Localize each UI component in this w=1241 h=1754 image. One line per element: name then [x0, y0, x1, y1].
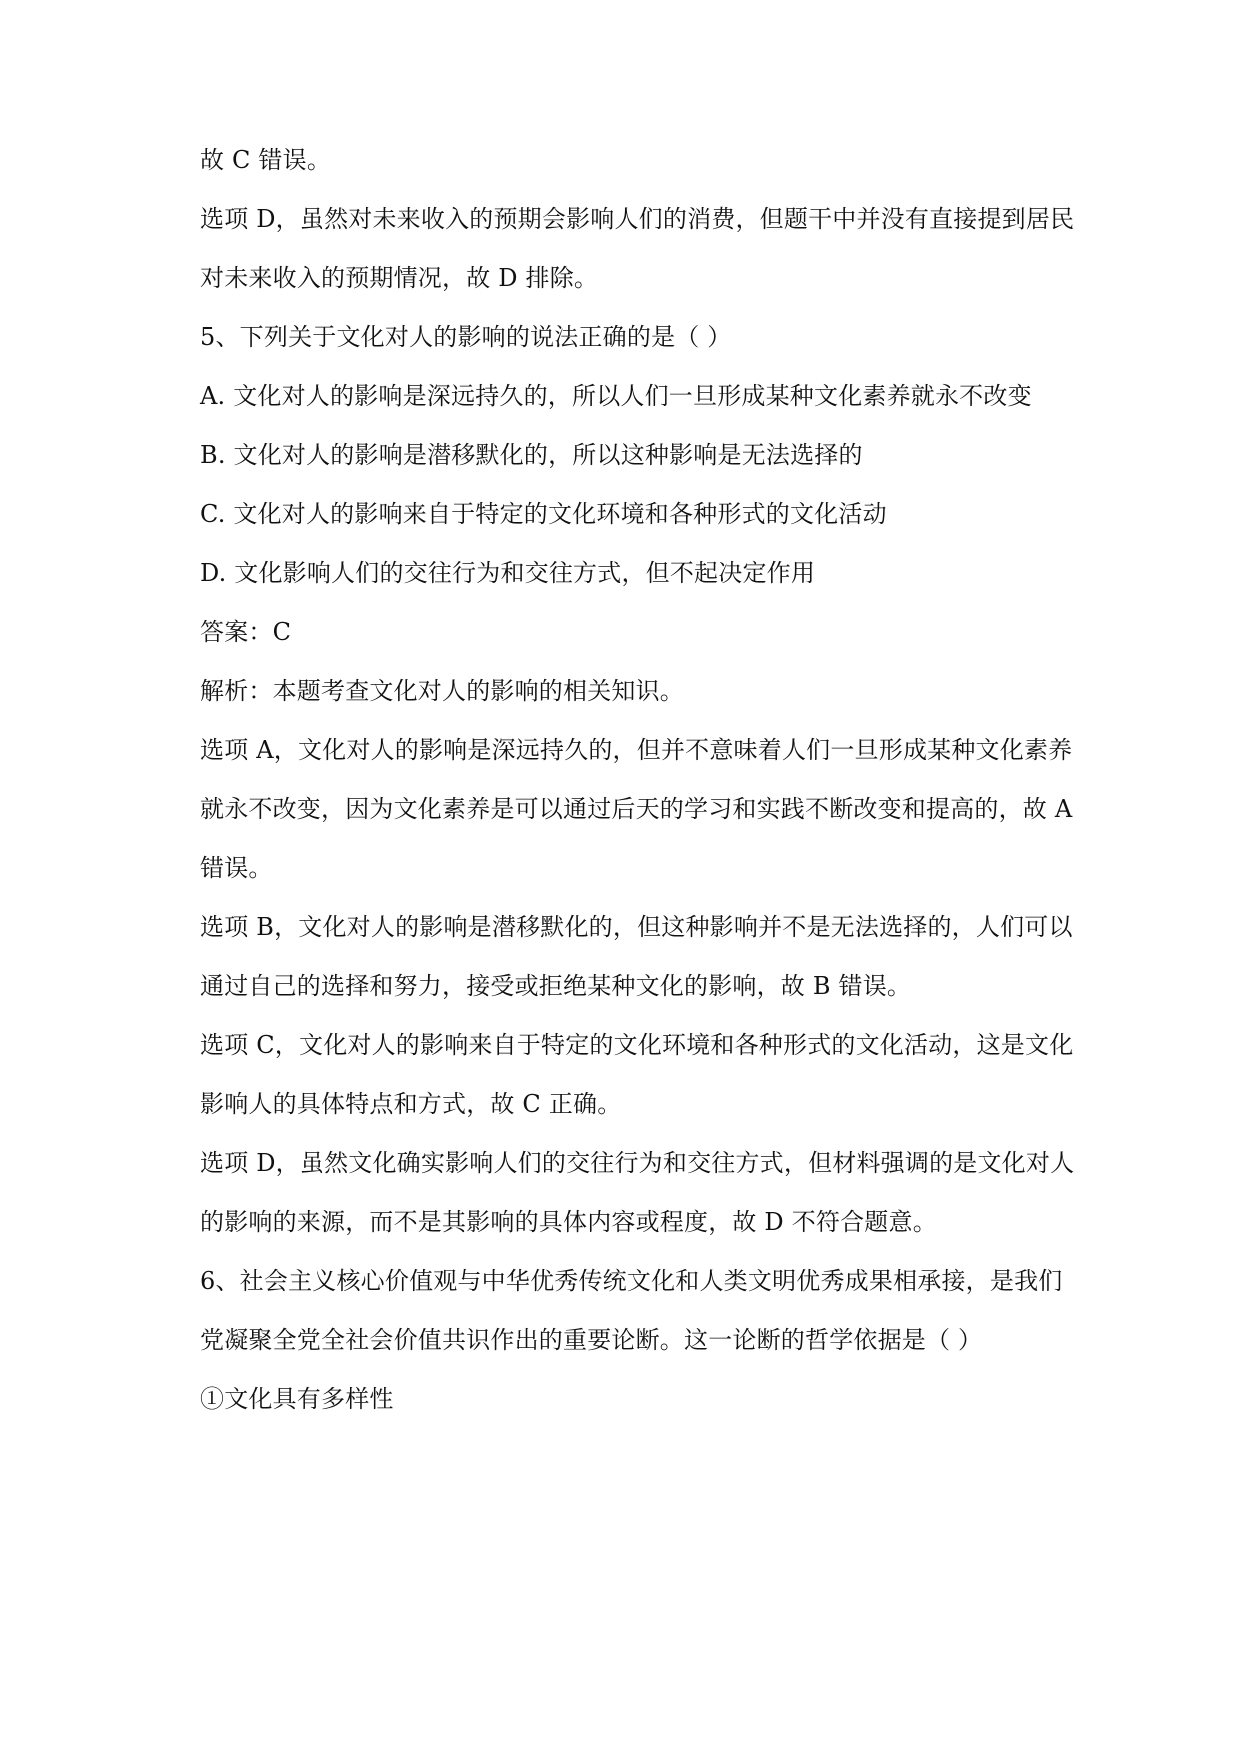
text-line: 选项 D，虽然文化确实影响人们的交往行为和交往方式，但材料强调的是文化对人 [200, 1149, 1075, 1177]
text-line: 通过自己的选择和努力，接受或拒绝某种文化的影响，故 B 错误。 [200, 972, 912, 1000]
option-d: D. 文化影响人们的交往行为和交往方式，但不起决定作用 [200, 559, 816, 587]
option-1: ①文化具有多样性 [200, 1385, 394, 1413]
option-c: C. 文化对人的影响来自于特定的文化环境和各种形式的文化活动 [200, 500, 887, 528]
text-line: 故 C 错误。 [200, 146, 332, 174]
question-5-stem: 5、下列关于文化对人的影响的说法正确的是（ ） [200, 323, 732, 351]
option-b: B. 文化对人的影响是潜移默化的，所以这种影响是无法选择的 [200, 441, 863, 469]
text-line: 选项 B，文化对人的影响是潜移默化的，但这种影响并不是无法选择的，人们可以 [200, 913, 1073, 941]
option-a: A. 文化对人的影响是深远持久的，所以人们一旦形成某种文化素养就永不改变 [200, 382, 1032, 410]
text-line: 选项 A，文化对人的影响是深远持久的，但并不意味着人们一旦形成某种文化素养 [200, 736, 1073, 764]
text-line: 的影响的来源，而不是其影响的具体内容或程度，故 D 不符合题意。 [200, 1208, 937, 1236]
text-line: 选项 C，文化对人的影响来自于特定的文化环境和各种形式的文化活动，这是文化 [200, 1031, 1074, 1059]
analysis-line: 解析：本题考查文化对人的影响的相关知识。 [200, 677, 684, 705]
text-line: 对未来收入的预期情况，故 D 排除。 [200, 264, 599, 292]
text-line: 错误。 [200, 854, 273, 882]
text-line: 影响人的具体特点和方式，故 C 正确。 [200, 1090, 622, 1118]
text-line: 就永不改变，因为文化素养是可以通过后天的学习和实践不断改变和提高的，故 A [200, 795, 1073, 823]
text-line: 选项 D，虽然对未来收入的预期会影响人们的消费，但题干中并没有直接提到居民 [200, 205, 1075, 233]
answer-line: 答案：C [200, 618, 292, 646]
text-line: 党凝聚全党全社会价值共识作出的重要论断。这一论断的哲学依据是（ ） [200, 1326, 983, 1354]
question-6-stem: 6、社会主义核心价值观与中华优秀传统文化和人类文明优秀成果相承接，是我们 [200, 1267, 1063, 1295]
